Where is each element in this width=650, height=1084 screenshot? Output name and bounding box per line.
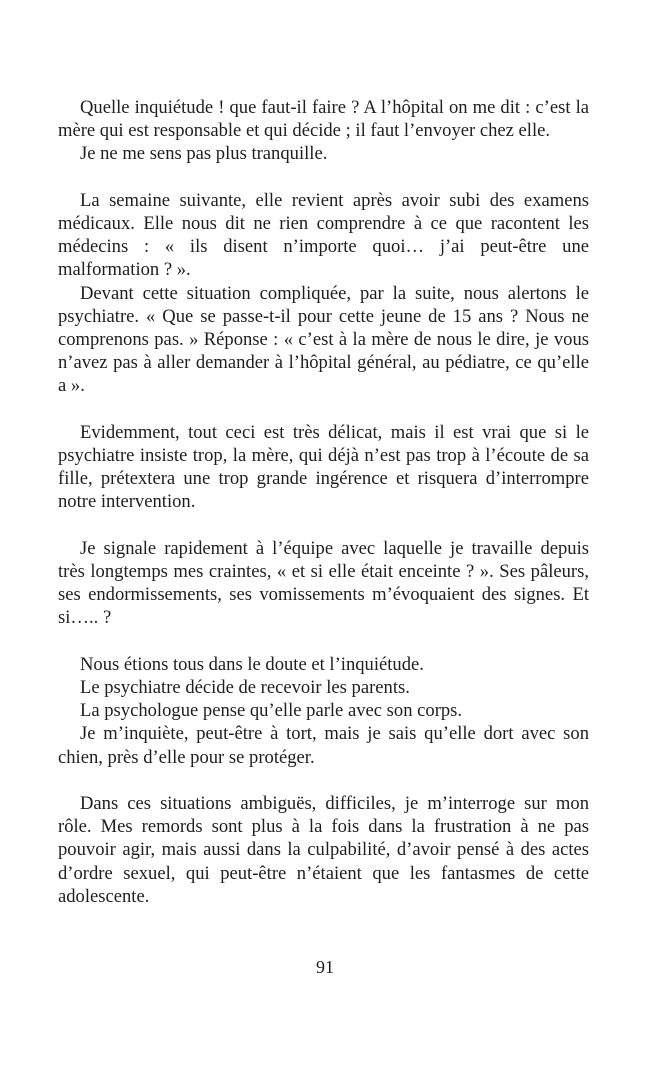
paragraph-spacer: [58, 398, 589, 421]
paragraph-doubt: Nous étions tous dans le doute et l’inquiétude.: [80, 653, 424, 675]
paragraph-worry-dog: Je m’inquiète, peut-être à tort, mais je sais qu’elle dort avec son chien, près d’elle pour se protéger.: [58, 723, 589, 768]
paragraph-not-reassured: Je ne me sens pas plus tranquille.: [80, 143, 328, 165]
paragraph-team-concerns: Je signale rapidement à l’équipe avec laquelle je travaille depuis très longtemps mes craintes, « et si elle était enceinte ? ». Ses pâleurs, ses endormissements, ses vomissements m’évoquaient des signes. Et si….. ?: [58, 537, 589, 629]
paragraph-spacer: [58, 166, 589, 189]
paragraph-delicate-situation: Evidemment, tout ceci est très délicat, mais il est vrai que si le psychiatre insiste trop, la mère, qui déjà n’est pas trop à l’écoute de sa fille, prétextera une trop grande ingérence et risquera d’interrompre notre intervention.: [58, 421, 589, 513]
paragraph-hospital-question: Quelle inquiétude ! que faut-il faire ? A l’hôpital on me dit : c’est la mère qui est responsable et qui décide ; il faut l’envoyer chez elle.: [58, 97, 589, 142]
paragraph-spacer: [58, 514, 589, 537]
paragraph-spacer: [58, 769, 589, 792]
paragraph-medical-exams: La semaine suivante, elle revient après avoir subi des examens médicaux. Elle nous dit ne rien comprendre à ce que racontent les médecins : « ils disent n’importe quoi… j’ai peut-être une malformation ? ».: [58, 189, 589, 281]
paragraph-role-reflection: Dans ces situations ambiguës, difficiles, je m’interroge sur mon rôle. Mes remords sont plus à la fois dans la frustration à ne pas pouvoir agir, mais aussi dans la culpabilité, d’avoir pensé à des actes d’ordre sexuel, qui peut-être n’étaient que les fantasmes de cette adolescente.: [58, 793, 589, 907]
page-number: 91: [316, 957, 334, 977]
paragraph-parents-meeting: Le psychiatre décide de recevoir les parents.: [80, 677, 410, 699]
paragraph-spacer: [58, 630, 589, 653]
paragraph-psychologist-view: La psychologue pense qu’elle parle avec son corps.: [80, 700, 463, 722]
body-text: [58, 96, 589, 908]
paragraph-psychiatrist-alert: Devant cette situation compliquée, par la suite, nous alertons le psychiatre. « Que se passe-t-il pour cette jeune de 15 ans ? Nous ne comprenons pas. » Réponse : « c’est à la mère de nous le dire, je vous n’avez pas à aller demander à l’hôpital général, au pédiatre, ce qu’elle a ».: [58, 282, 589, 397]
